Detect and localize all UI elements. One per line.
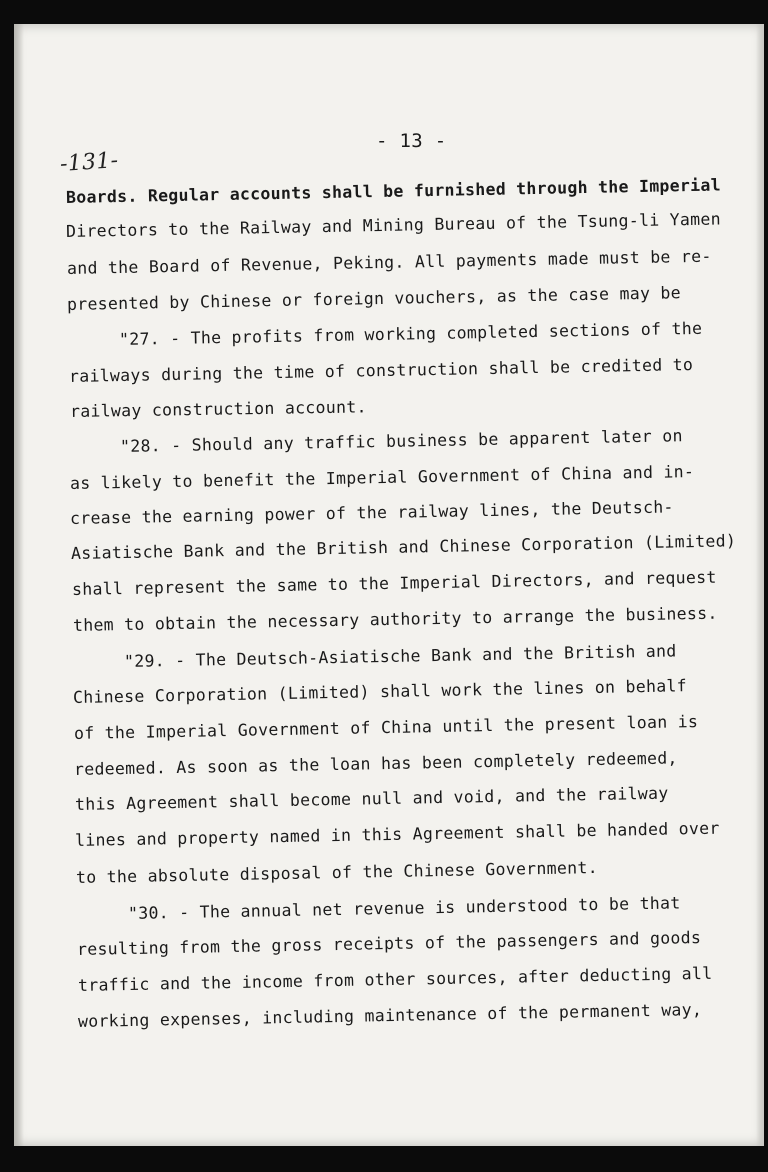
text-line: them to obtain the necessary authority to arrange the business. [72, 603, 718, 635]
text-line: crease the earning power of the railway lines, the Deutsch- [69, 497, 674, 528]
text-line: "30. - The annual net revenue is understood to be that [127, 893, 681, 923]
text-line: railway construction account. [69, 397, 367, 421]
text-line: Directors to the Railway and Mining Bureau of the Tsung-li Yamen [65, 209, 722, 241]
text-line: resulting from the gross receipts of the passengers and goods [76, 928, 702, 959]
text-line: redeemed. As soon as the loan has been completely redeemed, [73, 748, 678, 779]
text-line: railways during the time of construction shall be credited to [68, 355, 694, 386]
text-line: this Agreement shall become null and void, and the railway [74, 783, 669, 814]
page-number: - 13 - [376, 130, 447, 152]
text-line: "27. - The profits from working completed sections of the [118, 318, 703, 349]
typed-text-body [14, 24, 764, 1146]
text-line: Chinese Corporation (Limited) shall work the lines on behalf [72, 676, 688, 707]
text-line: presented by Chinese or foreign vouchers, as the case may be [66, 283, 682, 314]
text-line: "29. - The Deutsch-Asiatische Bank and the British and [123, 641, 677, 671]
text-line: Boards. Regular accounts shall be furnished through the Imperial [65, 175, 722, 207]
text-line: "28. - Should any traffic business be apparent later on [119, 426, 683, 456]
text-line: to the absolute disposal of the Chinese Government. [75, 857, 599, 887]
text-line: as likely to benefit the Imperial Government of China and in- [69, 462, 695, 493]
handwritten-page-note: -131- [59, 147, 120, 178]
text-line: working expenses, including maintenance of the permanent way, [77, 1000, 703, 1031]
text-line: of the Imperial Government of China until the present loan is [73, 712, 699, 743]
text-line: traffic and the income from other sources, after deducting all [77, 963, 713, 995]
text-line: Asiatische Bank and the British and Chinese Corporation (Limited) [70, 531, 737, 563]
text-line: lines and property named in this Agreement shall be handed over [74, 818, 720, 850]
document-page [14, 24, 764, 1146]
text-line: shall represent the same to the Imperial Directors, and request [71, 567, 717, 599]
text-line: and the Board of Revenue, Peking. All payments made must be re- [66, 246, 712, 278]
